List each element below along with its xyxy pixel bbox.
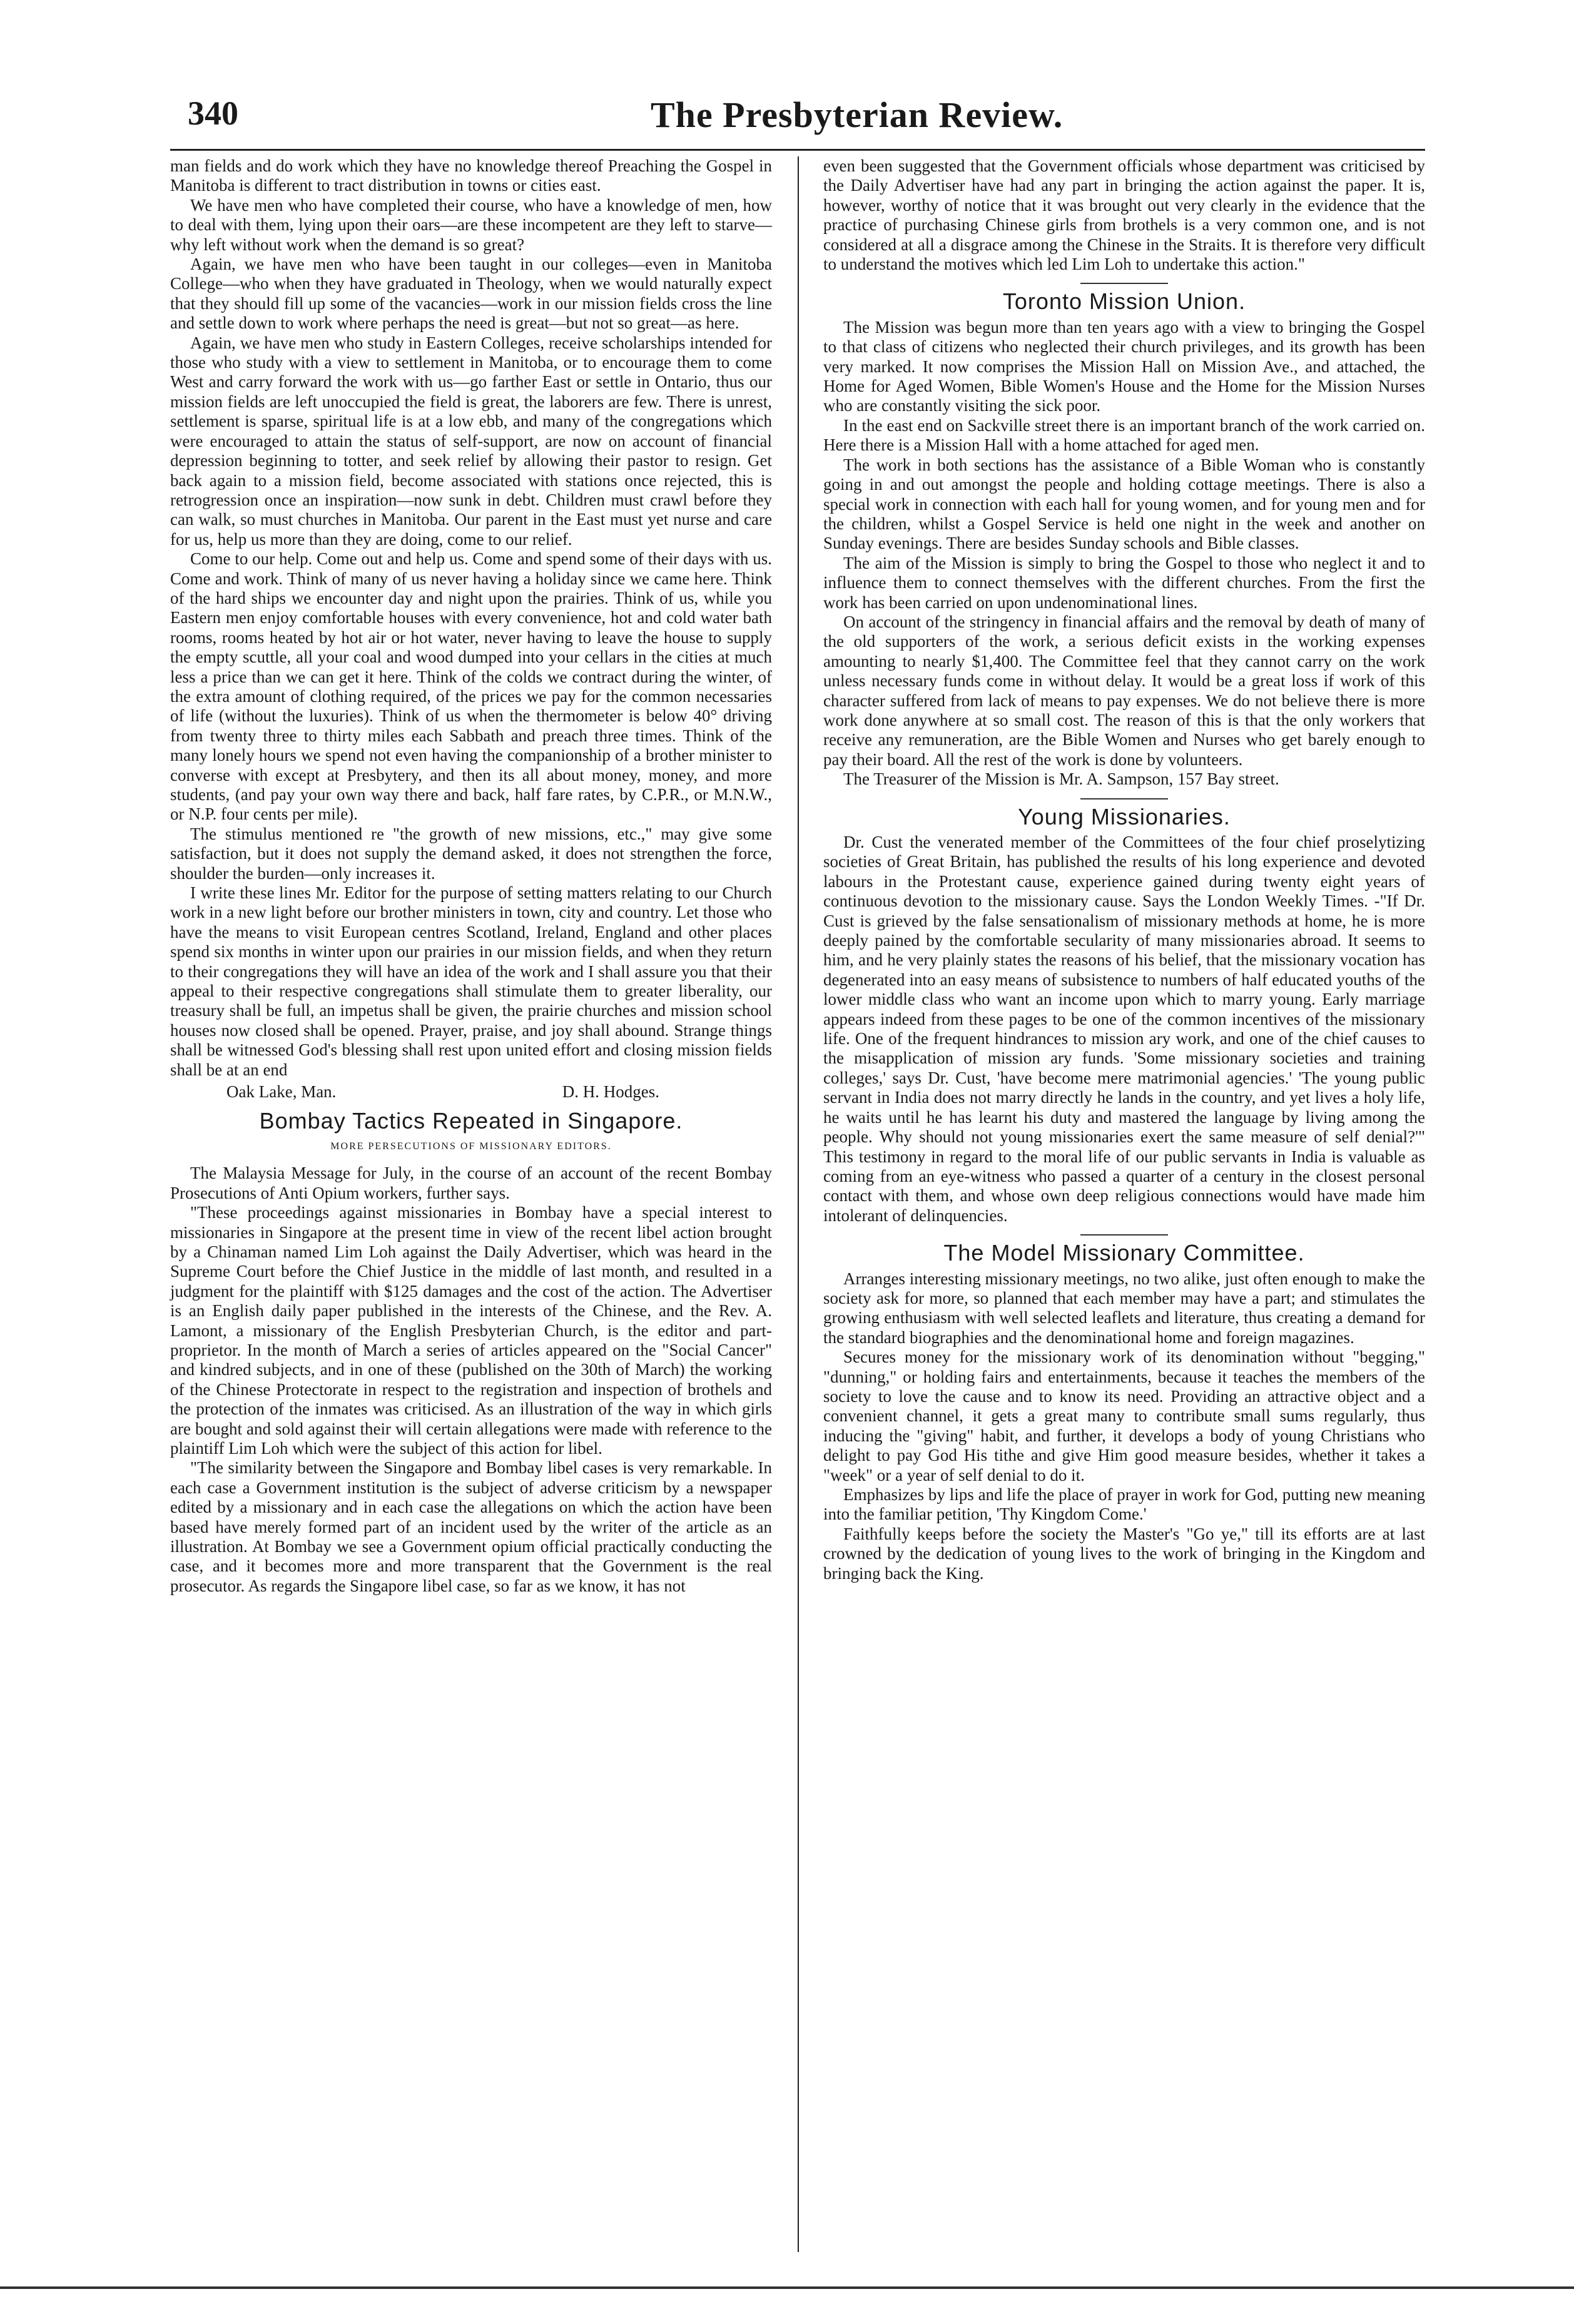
section-separator — [1080, 798, 1168, 799]
article-heading-toronto: Toronto Mission Union. — [1002, 288, 1246, 315]
page-number: 340 — [188, 94, 238, 132]
paragraph: I write these lines Mr. Editor for the purpose of setting matters relating to our Church work in a new light before our brother ministers in town, city and country. Let those who have the means to visit European centres Scotland, Ireland, England and other places spend six months in winter upon our prairies in our mission fields, and when they return to their congregations they will have an idea of the work and I shall assure you that their appeal to their respective congregations shall stimulate them to greater liberality, our treasury shall be full, an impetus shall be given, the prairie churches and mission school houses now closed shall be opened. Prayer, praise, and joy shall abound. Strange things shall be witnessed God's blessing shall rest upon united effort and closing mission fields shall be at an end — [170, 883, 772, 1079]
signature-name: D. H. Hodges. — [562, 1082, 659, 1102]
article-heading-bombay: Bombay Tactics Repeated in Singapore. — [259, 1107, 683, 1134]
paragraph: Emphasizes by lips and life the place of prayer in work for God, putting new meaning into the familiar petition, 'Thy Kingdom Come.' — [823, 1485, 1425, 1524]
paragraph: Again, we have men who have been taught in our colleges—even in Manitoba College—who when they have graduated in Theology, when we would naturally expect that they should fill up some of the vacancies—work in our mission fields cross the line and settle down to work where perhaps the need is great—but not so great—as here. — [170, 255, 772, 333]
letter-signature — [170, 1082, 772, 1102]
page-header — [188, 94, 1433, 144]
header-rule — [170, 149, 1425, 151]
paragraph: The work in both sections has the assistance of a Bible Woman who is constantly going in and out amongst the people and holding cottage meetings. There is also a special work in connection with each hall for young women, and for young men and for the children, whilst a Gospel Service is held one night in the week and another on Sunday evenings. There are besides Sunday schools and Bible classes. — [823, 455, 1425, 553]
signature-place: Oak Lake, Man. — [226, 1082, 337, 1102]
paragraph: The stimulus mentioned re "the growth of new missions, etc.," may give some satisfaction, but it does not supply the demand asked, it does not strengthen the force, shoulder the burden—only increases it. — [170, 824, 772, 883]
paragraph: "These proceedings against missionaries in Bombay have a special interest to missionaries in Singapore at the present time in view of the recent libel action brought by a Chinaman named Lim Loh against the Daily Advertiser, which was heard in the Supreme Court before the Chief Justice in the middle of last month, and resulted in a judgment for the plaintiff with $125 damages and the cost of the action. The Advertiser is an English daily paper published in the interests of the Chinese, and the Rev. A. Lamont, a missionary of the English Presbyterian Church, is the editor and part-proprietor. In the month of March a series of articles appeared on the "Social Cancer" and kindred subjects, and in one of these (published on the 30th of March) the working of the Chinese Protectorate in respect to the registration and inspection of brothels and the protection of the inmates was criticised. As an illustration of the way in which girls are bought and sold against their will certain allegations were made with reference to the plaintiff Lim Loh which were the subject of this action for libel. — [170, 1203, 772, 1458]
paragraph: We have men who have completed their course, who have a knowledge of men, how to deal with them, lying upon their oars—are these incompetent are they left to starve—why left without work when the demand is so great? — [170, 195, 772, 254]
paragraph: Come to our help. Come out and help us. Come and spend some of their days with us. Come and work. Think of many of us never having a holiday since we came here. Think of the hard ships we encounter day and night upon the prairies. Think of us, while you Eastern men enjoy comfortable houses with every convenience, hot and cold water bath rooms, rooms heated by hot air or hot water, never having to leave the house to supply the empty scuttle, all your coal and wood dumped into your cellars in the cities at much less a price than we can get it here. Think of the colds we contract during the winter, of the extra amount of clothing required, of the prices we pay for the common necessaries of life (without the luxuries). Think of us when the thermometer is below 40° driving from twenty three to thirty miles each Sabbath and preach three times. Think of the many lonely hours we spend not even having the companionship of a brother minister to converse with except at Presbytery, and then its all about money, money, and more students, (and pay your own way there and back, half fare rates, by C.P.R., or M.N.W., or N.P. four cents per mile). — [170, 549, 772, 824]
left-column — [170, 156, 772, 1596]
paragraph: Faithfully keeps before the society the Master's "Go ye," till its efforts are at last crowned by the dedication of young lives to the work of bringing in the Kingdom and bringing back the King. — [823, 1524, 1425, 1583]
paragraph: The Mission was begun more than ten years ago with a view to bringing the Gospel to that class of citizens who neglected their church privileges, and its growth has been very marked. It now comprises the Mission Hall on Mission Ave., and attached, the Home for Aged Women, Bible Women's House and the Home for the Mission Nurses who are constantly visiting the sick poor. — [823, 317, 1425, 415]
right-column — [823, 156, 1425, 1583]
paragraph: Arranges interesting missionary meetings, no two alike, just often enough to make the society ask for more, so planned that each member may have a part; and stimulates the growing enthusiasm with well selected leaflets and literature, thus creating a demand for the standard biographies and the denominational home and foreign magazines. — [823, 1269, 1425, 1347]
paragraph: The aim of the Mission is simply to bring the Gospel to those who neglect it and to influence them to connect themselves with the different churches. From the first the work has been carried on upon undenominational lines. — [823, 553, 1425, 612]
running-head: The Presbyterian Review. — [651, 94, 1064, 135]
article-heading-young: Young Missionaries. — [1018, 803, 1231, 830]
paragraph: On account of the stringency in financial affairs and the removal by death of many of the old supporters of the work, a serious deficit exists in the working expenses amounting to nearly $1,400. The Committee feel that they cannot carry on the work unless necessary funds come in without delay. It would be a great loss if work of this character suffered from lack of means to pay expenses. We do not believe there is more work done anywhere at so small cost. The reason of this is that the only workers that receive any remuneration, are the Bible Women and Nurses who get barely enough to pay their board. All the rest of the work is done by volunteers. — [823, 612, 1425, 769]
paragraph: The Malaysia Message for July, in the course of an account of the recent Bombay Prosecutions of Anti Opium workers, further says. — [170, 1164, 772, 1202]
paragraph: even been suggested that the Government officials whose department was criticised by the Daily Advertiser have had any part in bringing the action against the paper. It is, however, worthy of notice that it was brought out very clearly in the evidence that the practice of purchasing Chinese girls from brothels is a very common one, and is not considered at all a disgrace among the Chinese in the Straits. It is therefore very difficult to understand the motives which led Lim Loh to undertake this action." — [823, 156, 1425, 274]
paragraph: The Treasurer of the Mission is Mr. A. Sampson, 157 Bay street. — [843, 769, 1279, 789]
section-separator — [1080, 283, 1168, 284]
bottom-rule — [0, 2286, 1574, 2289]
section-separator — [1080, 1234, 1168, 1236]
paragraph: Again, we have men who study in Eastern Colleges, receive scholarships intended for those who study with a view to settlement in Manitoba, or to encourage them to come West and carry forward the work with us—go farther East or settle in Ontario, thus our mission fields are left unoccupied the field is great, the laborers are few. There is unrest, settlement is sparse, spiritual life is at a low ebb, and many of the congregations which were encouraged to attain the status of self-support, are now on account of financial depression beginning to totter, and seek relief by allowing their pastor to resign. Get back again to a mission field, become associated with stations once rejected, this is retrogression once an inspiration—now sunk in debt. Children must crawl before they can walk, so must churches in Manitoba. Our parent in the East must yet nurse and care for us, help us more than they are doing, come to our relief. — [170, 333, 772, 549]
paragraph: Secures money for the missionary work of its denomination without "begging," "dunning," or holding fairs and entertainments, because it teaches the members of the society to love the cause and to know its need. Providing an attractive object and a convenient channel, it gets a great many to contribute small sums regularly, thus inducing the "giving" habit, and further, it develops a body of young Christians who delight to pay God His tithe and give Him good measure besides, whether it takes a "week" or a year of self denial to do it. — [823, 1347, 1425, 1484]
column-divider — [798, 156, 799, 2252]
paragraph: In the east end on Sackville street there is an important branch of the work carried on. Here there is a Mission Hall with a home attached for aged men. — [823, 415, 1425, 455]
paragraph: Dr. Cust the venerated member of the Committees of the four chief proselytizing societies of Great Britain, has published the results of his long experience and devoted labours in the Protestant cause, experience gained during twenty eight years of continuous devotion to the missionary cause. Says the London Weekly Times. -"If Dr. Cust is grieved by the false sensationalism of missionary methods at home, he is more deeply pained by the comfortable secularity of many missionaries abroad. It seems to him, and he very plainly states the reasons of his belief, that the missionary vocation has degenerated into an easy means of subsistence to numbers of half educated youths of the lower middle class who want an income upon which to marry young. Early marriage appears indeed from these pages to be one of the common incentives of the missionary life. One of the frequent hindrances to mission ary work, and one of the chief causes to the misapplication of mission ary funds. 'Some missionary societies and training colleges,' says Dr. Cust, 'have become mere matrimonial agencies.' 'The young public servant in India does not marry directly he lands in the country, and yet lives a holy life, he waits until he has learnt his duty and mastered the language by living among the people. Why should not young missionaries exert the same measure of self denial?'" This testimony in regard to the moral life of our public servants in India is valuable as coming from an eye-witness who passed a quarter of a century in the closest personal contact with them, and whose own deep religious connections would have made him intolerant of delinquencies. — [823, 833, 1425, 1225]
article-subhead-bombay: MORE PERSECUTIONS OF MISSIONARY EDITORS. — [330, 1140, 612, 1152]
paragraph: man fields and do work which they have no knowledge thereof Preaching the Gospel in Manitoba is different to tract distribution in towns or cities east. — [170, 156, 772, 195]
article-heading-model: The Model Missionary Committee. — [943, 1240, 1305, 1266]
paragraph: "The similarity between the Singapore and Bombay libel cases is very remarkable. In each case a Government institution is the subject of adverse criticism by a newspaper edited by a missionary and in each case the allegations on which the action have been based have merely formed part of an incident used by the writer of the article as an illustration. At Bombay we see a Government opium official practically conducting the case, and it becomes more and more transparent that the Government is the real prosecutor. As regards the Singapore libel case, so far as we know, it has not — [170, 1458, 772, 1595]
